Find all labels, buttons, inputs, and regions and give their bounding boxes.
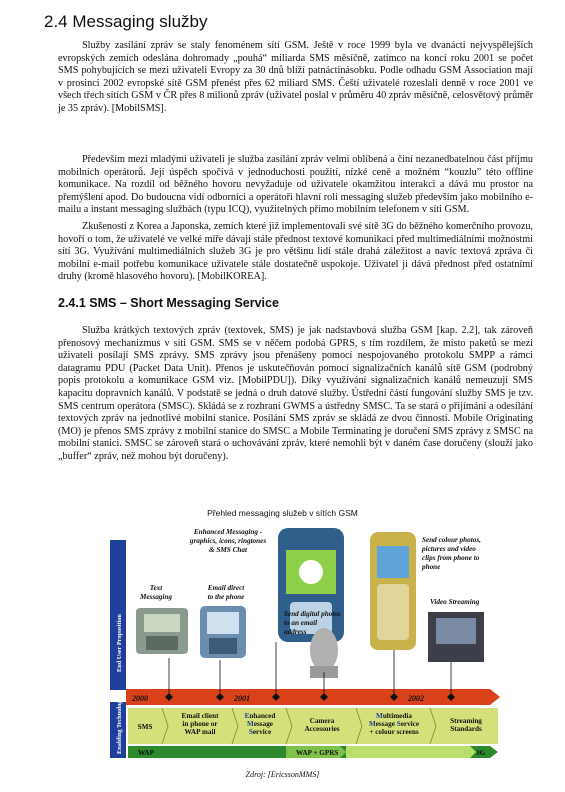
colour-phone-image: [370, 532, 416, 650]
paragraph-3: Zkušenosti z Korea a Japonska, zemích které již implementovali své sítě 3G do běžného komerčního provozu, hovoří o tom, že uživatelé ve velké míře dávají stále přednost textové komunikaci před multimediálními možnostmi sítí 3G. Využívání multimediálních služeb 3G je pro většinu lidí stále drahá záležitost a navíc textová zpráva či mobilní e-mail potřebu komunikace uživatele stále dostatečně uspokoje. Uživatel ji dává přednost před ostatními druhy (kromě hlasového hovoru). [MobilKOREA].: [58, 221, 533, 283]
figure-title: Přehled messaging služeb v sítích GSM: [207, 508, 358, 518]
callout-send-colour: Send colour photos, pictures and video clips from phone to phone: [422, 536, 481, 571]
timeline-bar: [126, 689, 500, 705]
email-direct-phone-image: [200, 606, 246, 658]
callout-email-direct: Email direct to the phone: [207, 584, 245, 601]
callout-text-messaging: Text Messaging: [140, 584, 172, 601]
text-messaging-phone-image: [136, 608, 188, 654]
subsection-title: 2.4.1 SMS – Short Messaging Service: [58, 296, 279, 310]
tech-side-label: Enabling Technology: [116, 697, 123, 754]
paragraph-2: Především mezi mladými uživateli je služba zasílání zpráv velmi oblíbená a činí nezanedbatelnou část příjmu mobilních operátorů. Její úspěch spočívá v jednoduchosti použití, nízké ceně a možném “kouzlu” této offline komunikace. Na rozdíl od běžného hovoru nevyžaduje od uživatele okamžitou interakci a dává mu prostor na přemýšlení apod. Do budoucna vidí odborníci a operátoři hlavní roli messaging služeb především jako mobilního e-mailu a instant messaging službách (typu ICQ), využitelných přímo mobilním telefonem v síti GSM.: [58, 154, 533, 216]
tech-3g: 3G: [476, 749, 486, 757]
year-2002: 2002: [408, 694, 424, 703]
paragraph-1: Služby zasílání zpráv se staly fenoménem sítí GSM. Ještě v roce 1999 byla ve dvanácti nejvyspělejších evropských zemích odeslána dohromady „pouhá“ miliarda SMS měsíčně, zatímco na konci roku 2001 se počet SMS pohybujících se mezi uživateli Evropy za 30 dnů blíží patnáctinásobku. Podle odhadu GSM Association mají v prosinci 2002 evropské sítě GSM přenést přes 62 miliard SMS. Čeští uživatelé rozeslali denně v roce 2001 ve všech třech sítích GSM v ČR přes 8 milionů zpráv (uživatel poslal v průměru 40 zpráv měsíčně, celosvětový průměr je 35 zpráv). [MobilSMS].: [58, 40, 534, 114]
year-2001: 2001: [234, 694, 250, 703]
service-email-client: Email client in phone or WAP mail: [181, 712, 219, 736]
callout-enhanced: Enhanced Messaging -graphics, icons, ringtones & SMS Chat: [189, 528, 267, 554]
service-streaming: Streaming Standards: [450, 717, 482, 733]
year-2000: 2000: [132, 694, 148, 703]
service-mms: Multimedia Message Service + colour screens: [368, 712, 420, 736]
tech-wap-gprs: WAP + GPRS: [296, 749, 339, 757]
section-title: 2.4 Messaging služby: [44, 12, 208, 31]
user-side-label: End User Proposition: [116, 614, 123, 672]
tech-wap: WAP: [138, 749, 154, 757]
service-ems: Enhanced Message Service: [244, 712, 276, 736]
callout-send-photos: Send digital photos to an email address: [284, 610, 341, 636]
sub-paragraph-1: Služba krátkých textových zpráv (textovek, SMS) je jak nadstavbová služba GSM [kap. 2.2], tak zároveň přenosový mechanizmus v síti GSM. SMS se v něčem podobá GPRS, s tím rozdílem, že místo paketů se mezi uživateli posílají SMS zprávy. SMS zprávy jsou přenášeny pomocí nespojovaného protokolu SMPP a rámci datagramu PDU (Packet Data Unit). Přenos je uskutečňován pomocí signalizačních kanálů sítě GSM (podrobný popis protokolu a komunikace GSM viz. [MobilPDU]). Díky využívání signalizačních kanálů nemeuzují SMS kapacitu dopravních kanálů. V podstatě se jedná o druh datové služby. Ústřední částí fungování služby SMS je tzv. SMS centrum operátora (SMSC). Skládá se z rozhraní GWMS a ústředny SMSC. Ta se stará o přijímání a odesílání textových zpráv na jednotlivé mobilní stanice. Posílání SMS zpráv se skládá ze dvou činností. Mobile Originating (MO) je přenos SMS zprávy z mobilní stanice do SMSC a Mobile Terminating je doručení SMS zprávy z SMSC na mobilní stanici. SMSC se zároveň stará o uchovávání zpráv, které nemohli být v daném čase doručeny (slouží jako „buffer“ zpráv, než mohou být doručeny).: [58, 325, 533, 462]
service-camera: Camera Accessories: [304, 717, 340, 733]
messaging-figure: [110, 520, 500, 765]
figure-caption: Zdroj: [EricssonMMS]: [245, 770, 320, 779]
callout-video-streaming: Video Streaming: [430, 598, 480, 606]
service-sms: SMS: [137, 723, 153, 731]
video-streaming-image: [428, 612, 484, 662]
camera-phone-image: [310, 628, 338, 678]
